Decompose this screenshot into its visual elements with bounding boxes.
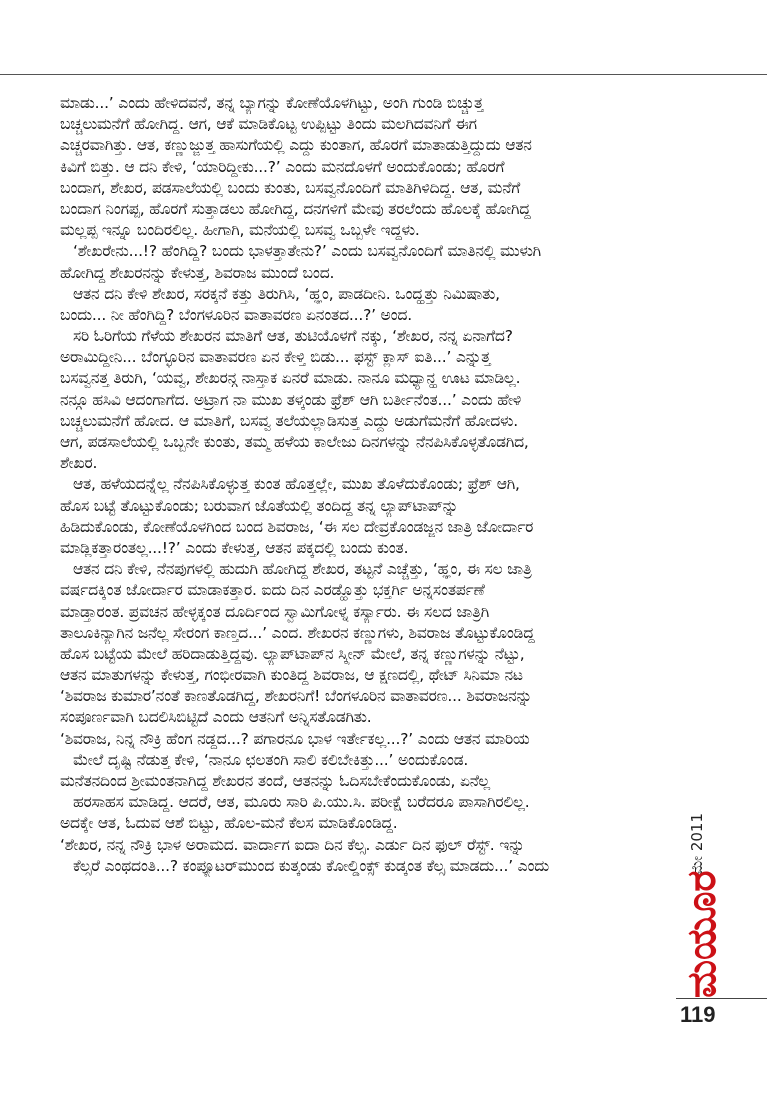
- text-line: ಬಂದಾಗ, ಶೇಖರ, ಪಡಸಾಲೆಯಲ್ಲಿ ಬಂದು ಕುಂತು, ಬಸವ್ವನೊಂದಿಗೆ ಮಾತಿಗಿಳಿದಿದ್ದ. ಆತ, ಮನೆಗೆ: [60, 178, 521, 197]
- text-line: ಶೇಖರ.: [60, 454, 98, 473]
- magazine-logo: ಮಯೂರ: [679, 870, 725, 998]
- text-line: ಬಸವ್ವನತ್ತ ತಿರುಗಿ, ‘ಯವ್ವ, ಶೇಖರನ್ಗ ನಾಸ್ತಾಕ ಏನರೆ ಮಾಡು. ನಾನೂ ಮಧ್ಯಾನ್ಹ ಊಟ ಮಾಡಿಲ್ಲ.: [60, 369, 521, 388]
- text-line: ತಾಲೂಕಿನ್ಯಾಗಿನ ಜನೆಲ್ಲ ಸೇರಂಗ ಕಾಣ್ತದ...’ ಎಂದ. ಶೇಖರನ ಕಣ್ಣುಗಳು, ಶಿವರಾಜ ತೊಟ್ಟುಕೊಂಡಿದ್ದ: [60, 623, 535, 642]
- page-number: 119: [680, 1002, 716, 1027]
- text-line: ಮಾಡು...’ ಎಂದು ಹೇಳಿದವನೆ, ತನ್ನ ಬ್ಯಾಗನ್ನು ಕೋಣೆಯೊಳಗಿಟ್ಟು, ಅಂಗಿ ಗುಂಡಿ ಬಿಚ್ಚುತ್ತ: [60, 94, 484, 112]
- text-line: ಮಲ್ಲಪ್ಪ ಇನ್ನೂ ಬಂದಿರಲಿಲ್ಲ. ಹೀಗಾಗಿ, ಮನೆಯಲ್ಲಿ ಬಸವ್ವ ಒಬ್ಬಳೇ ಇದ್ದಳು.: [60, 221, 420, 240]
- text-line: ಮಾಡ್ತಾರಂತ. ಪ್ರವಚನ ಹೇಳ್ಳಕ್ಕಂತ ದೂರ್ದಿಂದ ಸ್ವಾಮಿಗೋಳ್ನ ಕರ್ಸ್ಯಾರು. ಈ ಸಲದ ಜಾತ್ರಿಗಿ: [60, 602, 490, 621]
- text-line: ಬಂದು... ನೀ ಹೆಂಗಿದ್ದಿ? ಬೆಂಗಳೂರಿನ ವಾತಾವರಣ ಏನಂತದ...?’ ಅಂದ.: [60, 305, 412, 324]
- text-line: ‘ಶಿವರಾಜ, ನಿನ್ನ ನೌಕ್ರಿ ಹೆಂಗ ನಡ್ದದ...? ಪಗಾರನೂ ಭಾಳ ಇರ್ತೇಕಲ್ಲ...?’ ಎಂದು ಆತನ ಮಾರಿಯ: [60, 729, 530, 748]
- text-line: ಬಚ್ಚಲುಮನೆಗೆ ಹೋದ. ಆ ಮಾತಿಗೆ, ಬಸವ್ವ ತಲೆಯಲ್ಲಾಡಿಸುತ್ತ ಎದ್ದು ಅಡುಗೆಮನೆಗೆ ಹೋದಳು.: [60, 411, 518, 430]
- text-line: ಅರಾಮಿದ್ದೀನಿ... ಬೆಂಗ್ಳೂರಿನ ವಾತಾವರಣ ಏನ ಕೇಳ್ತಿ ಬಿಡು... ಫಸ್ಟ್ ಕ್ಲಾಸ್ ಐತಿ...’ ಎನ್ನುತ್ತ: [60, 348, 491, 367]
- footer-rule: [676, 998, 767, 999]
- text-line: ‘ಶೇಖರ, ನನ್ನ ನೌಕ್ರಿ ಭಾಳ ಅರಾಮದ. ವಾರ್ದಾಗ ಐದಾ ದಿನ ಕೆಲ್ಸ. ಎರ್ಡು ದಿನ ಫುಲ್ ರೆಸ್ಟ್. ಇನ್ನು: [60, 835, 525, 854]
- text-line: ಬಂದಾಗ ನಿಂಗಪ್ಪ, ಹೊರಗೆ ಸುತ್ತಾಡಲು ಹೋಗಿದ್ದ, ದನಗಳಿಗೆ ಮೇವು ತರಲೆಂದು ಹೊಲಕ್ಕೆ ಹೋಗಿದ್ದ: [60, 199, 531, 218]
- text-line: ಹೊಸ ಬಟ್ಟೆಯ ಮೇಲೆ ಹರಿದಾಡುತ್ತಿದ್ದವು. ಲ್ಯಾಪ್‌ಟಾಪ್‌ನ ಸ್ಕ್ರೀನ್ ಮೇಲೆ, ತನ್ನ ಕಣ್ಣುಗಳನ್ನು ನೆಟ್ಟು,: [60, 644, 525, 663]
- text-line: ಕೆಲ್ಸರೆ ಎಂಥದಂತಿ...? ಕಂಪ್ಯೂಟರ್‌ಮುಂದ ಕುತ್ಕಂಡು ಕೋಲ್ಡಿಂಕ್ಸ್ ಕುಡ್ಕಂತ ಕೆಲ್ಸ ಮಾಡದು...’ ಎಂದು: [73, 856, 550, 875]
- text-line: ಮನೆತನದಿಂದ ಶ್ರೀಮಂತನಾಗಿದ್ದ ಶೇಖರನ ತಂದೆ, ಆತನನ್ನು ಓದಿಸಬೇಕೆಂದುಕೊಂಡು, ಏನೆಲ್ಲ: [60, 772, 490, 790]
- text-line: ಆತ, ಹಳೆಯದನ್ನೆಲ್ಲ ನೆನಪಿಸಿಕೊಳ್ಳುತ್ತ ಕುಂತ ಹೊತ್ತಲ್ಲೇ, ಮುಖ ತೊಳೆದುಕೊಂಡು; ಫ್ರೆಶ್ ಆಗಿ,: [73, 475, 520, 494]
- text-line: ಹರಸಾಹಸ ಮಾಡಿದ್ದ. ಆದರೆ, ಆತ, ಮೂರು ಸಾರಿ ಪಿ.ಯು.ಸಿ. ಪರೀಕ್ಷೆ ಬರೆದರೂ ಪಾಸಾಗಿರಲಿಲ್ಲ.: [73, 793, 530, 812]
- top-rule: [0, 74, 767, 75]
- text-line: ಅದಕ್ಕೇ ಆತ, ಓದುವ ಆಶೆ ಬಿಟ್ಟು, ಹೊಲ-ಮನೆ ಕೆಲಸ ಮಾಡಿಕೊಂಡಿದ್ದ.: [60, 814, 398, 833]
- text-line: ಆತನ ದನಿ ಕೇಳಿ ಶೇಖರ, ಸರಕ್ಕನೆ ಕತ್ತು ತಿರುಗಿಸಿ, ‘ಹ್ಞಂ, ಪಾಡದೀನಿ. ಒಂದ್ಹತ್ತು ನಿಮಿಷಾತು,: [73, 284, 500, 303]
- text-line: ಆತನ ಮಾತುಗಳನ್ನು ಕೇಳುತ್ತ, ಗಂಭೀರವಾಗಿ ಕುಂತಿದ್ದ ಶಿವರಾಜ, ಆ ಕ್ಷಣದಲ್ಲಿ, ಥೇಟ್ ಸಿನಿಮಾ ನಟ: [60, 666, 523, 685]
- text-line: ‘ಶಿವರಾಜ ಕುಮಾರ’ನಂತೆ ಕಾಣತೊಡಗಿದ್ದ, ಶೇಖರನಿಗೆ! ಬೆಂಗಳೂರಿನ ವಾತಾವರಣ... ಶಿವರಾಜನನ್ನು: [60, 687, 532, 706]
- text-line: ಸಂಪೂರ್ಣವಾಗಿ ಬದಲಿಸಿಬಿಟ್ಟಿದೆ ಎಂದು ಆತನಿಗೆ ಅನ್ನಿಸತೊಡಗಿತು.: [60, 708, 372, 727]
- text-line: ಆತನ ದನಿ ಕೇಳಿ, ನೆನಪುಗಳಲ್ಲಿ ಹುದುಗಿ ಹೋಗಿದ್ದ ಶೇಖರ, ತಟ್ಟನೆ ಎಚ್ಚೆತ್ತು, ‘ಹ್ಞಂ, ಈ ಸಲ ಜಾತ್ರಿ: [73, 560, 532, 579]
- text-line: ಹೋಗಿದ್ದ ಶೇಖರನನ್ನು ಕೇಳುತ್ತ, ಶಿವರಾಜ ಮುಂದೆ ಬಂದ.: [60, 263, 335, 282]
- text-line: ಸರಿ ಓರಿಗೆಯ ಗೆಳೆಯ ಶೇಖರನ ಮಾತಿಗೆ ಆತ, ತುಟಿಯೊಳಗೆ ನಕ್ಕು, ‘ಶೇಖರ, ನನ್ನ ಏನಾಗೆದ?: [73, 327, 513, 346]
- text-line: ಕಿವಿಗೆ ಬಿತ್ತು. ಆ ದನಿ ಕೇಳಿ, ‘ಯಾರಿದ್ದೀಕು...?’ ಎಂದು ಮನದೊಳಗೆ ಅಂದುಕೊಂಡು; ಹೊರಗೆ: [60, 157, 505, 176]
- text-line: ‘ಶೇಖರೇನು...!? ಹೆಂಗಿದ್ದಿ? ಬಂದು ಭಾಳತ್ತಾತೇನು?’ ಎಂದು ಬಸವ್ವನೊಂದಿಗೆ ಮಾತಿನಲ್ಲಿ ಮುಳುಗಿ: [73, 242, 541, 261]
- article-body: [60, 93, 668, 877]
- text-line: ಮಾಡ್ಲಿಕತ್ತಾರಂತಲ್ಲ...!?’ ಎಂದು ಕೇಳುತ್ತ, ಆತನ ಪಕ್ಕದಲ್ಲಿ ಬಂದು ಕುಂತ.: [60, 538, 409, 557]
- text-line: ವರ್ಷದಕ್ಕಿಂತ ಜೋರ್ದಾರ ಮಾಡಾಕತ್ತಾರ. ಐದು ದಿನ ಎರಡ್ಹೊತ್ತು ಭಕ್ತರ್ಗಿ ಅನ್ನಸಂತರ್ಪಣೆ: [60, 581, 485, 600]
- text-line: ಹಿಡಿದುಕೊಂಡು, ಕೋಣೆಯೊಳಗಿಂದ ಬಂದ ಶಿವರಾಜ, ‘ಈ ಸಲ ದೇವ್ರಕೊಂಡಜ್ಜನ ಜಾತ್ರಿ ಜೋರ್ದಾರ: [60, 517, 534, 536]
- text-line: ಆಗ, ಪಡಸಾಲೆಯಲ್ಲಿ ಒಬ್ಬನೇ ಕುಂತು, ತಮ್ಮ ಹಳೆಯ ಕಾಲೇಜು ದಿನಗಳನ್ನು ನೆನಪಿಸಿಕೊಳ್ಳತೊಡಗಿದ,: [60, 433, 529, 451]
- text-line: ಮೇಲೆ ದೃಷ್ಟಿ ನೆಡುತ್ತ ಕೇಳಿ, ‘ನಾನೂ ಛಲತಂಗಿ ಸಾಲಿ ಕಲಿಬೇಕಿತ್ತು...’ ಅಂದುಕೊಂಡ.: [73, 750, 469, 769]
- issue-month-year: ಮೇ 2011: [688, 813, 706, 876]
- text-line: ಹೊಸ ಬಟ್ಟೆ ತೊಟ್ಟುಕೊಂಡು; ಬರುವಾಗ ಜೊತೆಯಲ್ಲಿ ತಂದಿದ್ದ ತನ್ನ ಲ್ಯಾಪ್‌ಟಾಪ್‌ನ್ನು: [60, 496, 459, 515]
- text-line: ನನ್ಗೂ ಹಸಿವಿ ಆದಂಗಾಗೆದ. ಅಟ್ರಾಗ ನಾ ಮುಖ ತಳ್ಕಂಡು ಫ್ರೆಶ್ ಆಗಿ ಬರ್ತೀನೆಂತ...’ ಎಂದು ಹೇಳಿ: [60, 390, 522, 409]
- text-line: ಎಚ್ಚರವಾಗಿತ್ತು. ಆತ, ಕಣ್ಣುಜ್ಜುತ್ತ ಹಾಸುಗೆಯಲ್ಲಿ ಎದ್ದು ಕುಂತಾಗ, ಹೊರಗೆ ಮಾತಾಡುತ್ತಿದ್ದುದು ಆತನ: [60, 136, 532, 155]
- text-line: ಬಚ್ಚಲುಮನೆಗೆ ಹೋಗಿದ್ದ. ಆಗ, ಆಕೆ ಮಾಡಿಕೊಟ್ಟ ಉಪ್ಪಿಟ್ಟು ತಿಂದು ಮಲಗಿದವನಿಗೆ ಈಗ: [60, 115, 477, 134]
